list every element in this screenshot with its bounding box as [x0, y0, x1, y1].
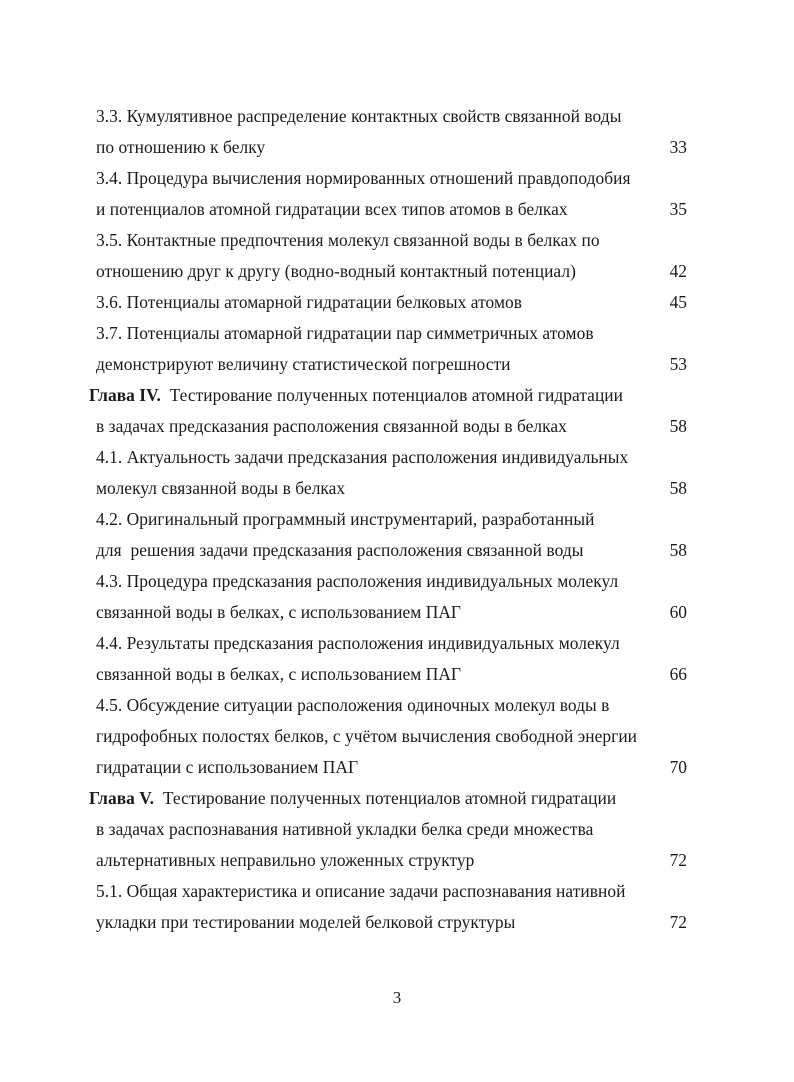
- toc-page-number: 70: [669, 757, 687, 777]
- chapter-label: Глава V.: [89, 788, 155, 808]
- toc-page-number: 58: [669, 540, 687, 560]
- toc-page-number: 53: [669, 354, 687, 374]
- chapter-label: Глава IV.: [89, 385, 161, 405]
- toc-line: гидратации с использованием ПАГ: [96, 757, 359, 777]
- toc-line: альтернативных неправильно уложенных структур: [96, 850, 475, 870]
- toc-line: 3.3. Кумулятивное распределение контактных свойств связанной воды: [96, 106, 622, 126]
- toc-line: 5.1. Общая характеристика и описание задачи распознавания нативной: [96, 881, 626, 901]
- toc-line: 3.4. Процедура вычисления нормированных отношений правдоподобия: [96, 168, 631, 188]
- toc-line: по отношению к белку: [96, 137, 266, 157]
- toc-page-number: 66: [669, 664, 687, 684]
- toc-page-number: 72: [669, 850, 687, 870]
- toc-line: связанной воды в белках, с использованием ПАГ: [96, 602, 462, 622]
- page-number: 3: [392, 988, 402, 1007]
- toc-line: и потенциалов атомной гидратации всех типов атомов в белках: [96, 199, 568, 219]
- toc-line: 3.7. Потенциалы атомарной гидратации пар симметричных атомов: [96, 323, 594, 343]
- toc-line: 4.3. Процедура предсказания расположения индивидуальных молекул: [96, 571, 619, 591]
- toc-line: для решения задачи предсказания расположения связанной воды: [96, 540, 584, 560]
- toc-line: 4.2. Оригинальный программный инструментарий, разработанный: [96, 509, 595, 529]
- toc-line: демонстрируют величину статистической погрешности: [96, 354, 511, 374]
- toc-line: 3.5. Контактные предпочтения молекул связанной воды в белках по: [96, 230, 600, 250]
- toc-line: гидрофобных полостях белков, с учётом вычисления свободной энергии: [96, 726, 638, 746]
- toc-page-number: 58: [669, 478, 687, 498]
- toc-page-number: 58: [669, 416, 687, 436]
- toc-line: связанной воды в белках, с использованием ПАГ: [96, 664, 462, 684]
- chapter-heading: Глава IV. Тестирование полученных потенциалов атомной гидратации: [89, 385, 624, 405]
- toc-line: отношению друг к другу (водно-водный контактный потенциал): [96, 261, 576, 281]
- toc-page-number: 42: [669, 261, 687, 281]
- toc-line: укладки при тестировании моделей белковой структуры: [96, 912, 516, 932]
- chapter-heading: Глава V. Тестирование полученных потенциалов атомной гидратации: [89, 788, 617, 808]
- toc-line: 4.5. Обсуждение ситуации расположения одиночных молекул воды в: [96, 695, 610, 715]
- toc-line: в задачах предсказания расположения связанной воды в белках: [96, 416, 567, 436]
- toc-page-number: 60: [669, 602, 687, 622]
- toc-line: 4.4. Результаты предсказания расположения индивидуальных молекул: [96, 633, 620, 653]
- toc-page-number: 33: [669, 137, 687, 157]
- toc-page-number: 72: [669, 912, 687, 932]
- toc-page-number: 35: [669, 199, 687, 219]
- toc-line: 4.1. Актуальность задачи предсказания расположения индивидуальных: [96, 447, 629, 467]
- toc-page-number: 45: [669, 292, 687, 312]
- toc-line: в задачах распознавания нативной укладки белка среди множества: [96, 819, 594, 839]
- toc-line: 3.6. Потенциалы атомарной гидратации белковых атомов: [96, 292, 523, 312]
- toc-line: молекул связанной воды в белках: [96, 478, 346, 498]
